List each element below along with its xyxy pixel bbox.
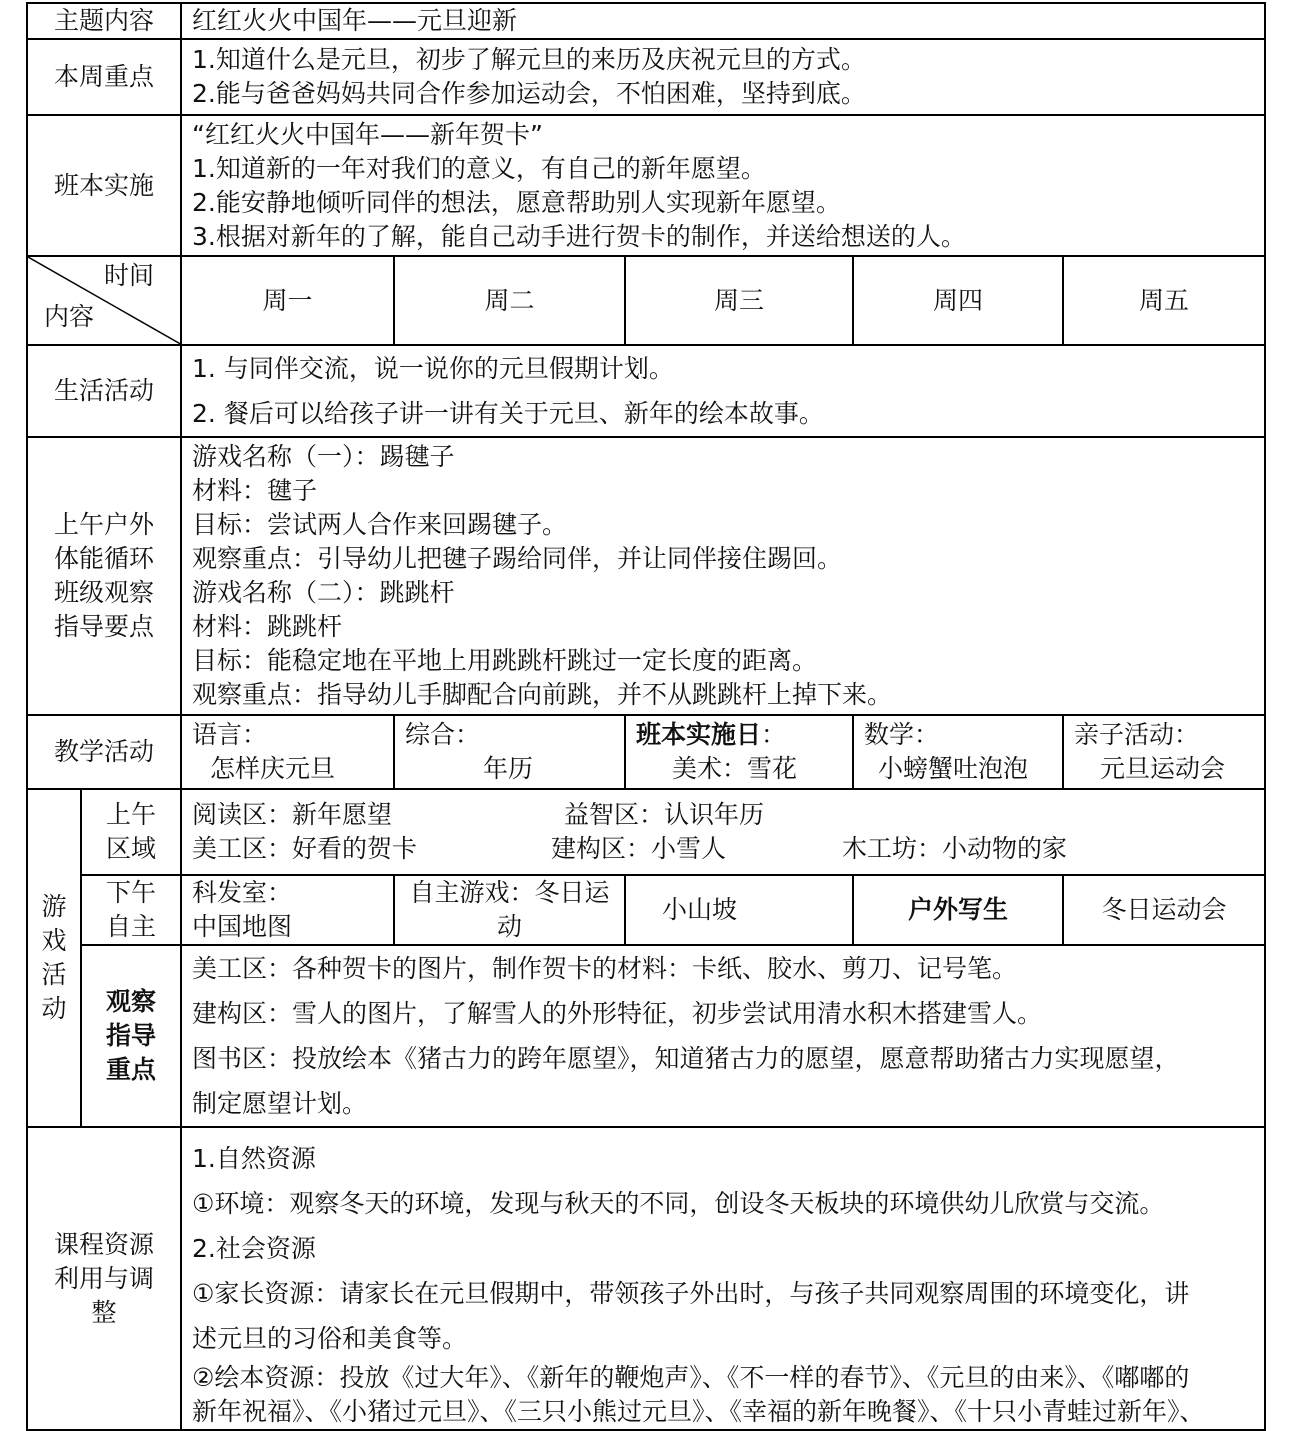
obs-line: 图书区：投放绘本《猪古力的跨年愿望》，知道猪古力的愿望，愿意帮助猪古力实现愿望， bbox=[192, 1044, 1180, 1073]
teaching-subject: 班本实施日 bbox=[636, 720, 762, 749]
focus-label: 本周重点 bbox=[27, 39, 181, 115]
teaching-topic: 怎样庆元旦 bbox=[210, 754, 336, 783]
theme-label: 主题内容 bbox=[27, 3, 181, 39]
play-obs-label-line: 重点 bbox=[106, 1055, 157, 1084]
class-impl-label: 班本实施 bbox=[27, 115, 181, 256]
obs-line: 制定愿望计划。 bbox=[192, 1089, 368, 1118]
outdoor-label-line: 体能循环 bbox=[54, 544, 155, 573]
play-obs-label-line: 观察 bbox=[106, 987, 157, 1016]
pm-cell-mon bbox=[181, 875, 394, 945]
teaching-subject: 综合： bbox=[405, 720, 481, 749]
play-am-label-line: 区域 bbox=[106, 834, 157, 863]
play-obs-label bbox=[81, 945, 181, 1127]
life-label: 生活活动 bbox=[27, 345, 181, 437]
outdoor-row bbox=[27, 437, 1265, 715]
obs-line: 建构区：雪人的图片，了解雪人的外形特征，初步尝试用清水积木搭建雪人。 bbox=[192, 999, 1043, 1028]
teaching-subject: 亲子活动： bbox=[1074, 720, 1200, 749]
resources-row bbox=[27, 1127, 1265, 1430]
day-header-thu: 周四 bbox=[853, 256, 1063, 345]
outdoor-label-line: 上午户外 bbox=[54, 510, 155, 539]
teaching-subject: 语言： bbox=[192, 720, 268, 749]
teaching-subject: 数学： bbox=[864, 720, 940, 749]
header-content: 内容 bbox=[44, 302, 95, 331]
outdoor-line: 材料：毽子 bbox=[192, 476, 318, 505]
class-impl-content bbox=[181, 115, 1265, 256]
pm-cell-line: 中国地图 bbox=[192, 912, 293, 941]
teaching-topic: 元旦运动会 bbox=[1100, 754, 1226, 783]
resources-line: ②绘本资源：投放《过大年》、《新年的鞭炮声》、《不一样的春节》、《元旦的由来》、《嘟嘟的 bbox=[192, 1363, 1190, 1392]
pm-cell-line: 自主游戏：冬日运 bbox=[409, 878, 610, 907]
resources-line: ①环境：观察冬天的环境，发现与秋天的不同，创设冬天板块的环境供幼儿欣赏与交流。 bbox=[192, 1189, 1165, 1218]
class-impl-line: “红红火火中国年——新年贺卡” bbox=[192, 119, 543, 149]
teaching-cell-thu bbox=[853, 715, 1063, 789]
pm-cell-line: 科发室： bbox=[192, 878, 293, 907]
outdoor-label-line: 班级观察 bbox=[54, 578, 155, 607]
outdoor-label-line: 指导要点 bbox=[54, 612, 155, 641]
play-obs-row bbox=[27, 945, 1265, 1127]
pm-cell-wed bbox=[625, 875, 853, 945]
teaching-cell-tue bbox=[394, 715, 625, 789]
day-header-mon: 周一 bbox=[181, 256, 394, 345]
outdoor-content bbox=[181, 437, 1265, 715]
resources-line: ①家长资源：请家长在元旦假期中，带领孩子外出时，与孩子共同观察周围的环境变化，讲 bbox=[192, 1279, 1190, 1308]
pm-cell-tue bbox=[394, 875, 625, 945]
class-impl-line: 2.能安静地倾听同伴的想法，愿意帮助别人实现新年愿望。 bbox=[192, 187, 841, 217]
focus-line: 2.能与爸爸妈妈共同合作参加运动会，不怕困难，坚持到底。 bbox=[192, 79, 866, 108]
outdoor-line: 游戏名称（一）：踢毽子 bbox=[192, 442, 455, 471]
corner-header bbox=[27, 256, 181, 345]
teaching-topic: 小螃蟹吐泡泡 bbox=[878, 754, 1029, 783]
resources-line: 1.自然资源 bbox=[192, 1144, 316, 1173]
teaching-topic: 年历 bbox=[483, 754, 534, 783]
outdoor-line: 游戏名称（二）：跳跳杆 bbox=[192, 578, 455, 607]
outdoor-line: 观察重点：指导幼儿手脚配合向前跳，并不从跳跳杆上掉下来。 bbox=[192, 680, 893, 709]
obs-line: 美工区：各种贺卡的图片，制作贺卡的材料：卡纸、胶水、剪刀、记号笔。 bbox=[192, 954, 1018, 983]
area-item: 木工坊：小动物的家 bbox=[842, 834, 1068, 863]
play-label-char: 动 bbox=[41, 994, 67, 1023]
resources-label bbox=[27, 1127, 181, 1430]
header-time: 时间 bbox=[104, 261, 155, 290]
class-impl-row bbox=[27, 115, 1265, 256]
outdoor-line: 材料：跳跳杆 bbox=[192, 612, 343, 641]
focus-line: 1.知道什么是元旦，初步了解元旦的来历及庆祝元旦的方式。 bbox=[192, 45, 866, 74]
outdoor-line: 目标：尝试两人合作来回踢毽子。 bbox=[192, 510, 568, 539]
pm-cell-line: 动 bbox=[497, 912, 523, 941]
pm-cell-thu: 户外写生 bbox=[853, 875, 1063, 945]
pm-cell-line: 小山坡 bbox=[662, 895, 738, 924]
play-obs-content bbox=[181, 945, 1265, 1127]
life-line: 2. 餐后可以给孩子讲一讲有关于元旦、新年的绘本故事。 bbox=[192, 399, 824, 428]
header-row bbox=[27, 256, 1265, 345]
area-item: 阅读区：新年愿望 bbox=[192, 800, 393, 829]
class-impl-line: 1.知道新的一年对我们的意义，有自己的新年愿望。 bbox=[192, 153, 766, 183]
play-label-char: 游 bbox=[41, 892, 67, 921]
teaching-cell-fri bbox=[1063, 715, 1265, 789]
teaching-cell-wed bbox=[625, 715, 853, 789]
outdoor-line: 观察重点：引导幼儿把毽子踢给同伴，并让同伴接住踢回。 bbox=[192, 544, 843, 573]
class-impl-line: 3.根据对新年的了解，能自己动手进行贺卡的制作，并送给想送的人。 bbox=[192, 221, 966, 251]
play-am-row bbox=[27, 789, 1265, 875]
resources-line: 述元旦的习俗和美食等。 bbox=[192, 1324, 468, 1353]
play-am-label bbox=[81, 789, 181, 875]
pm-cell-fri: 冬日运动会 bbox=[1063, 875, 1265, 945]
area-item: 美工区：好看的贺卡 bbox=[192, 834, 418, 863]
teaching-subject-colon: ： bbox=[761, 720, 787, 749]
play-am-content bbox=[181, 789, 1265, 875]
resources-label-line: 利用与调 bbox=[54, 1263, 155, 1293]
play-label-char: 戏 bbox=[41, 926, 67, 955]
area-item: 益智区：认识年历 bbox=[564, 800, 765, 829]
play-pm-label-line: 自主 bbox=[106, 912, 157, 941]
teaching-cell-mon bbox=[181, 715, 394, 789]
play-pm-label bbox=[81, 875, 181, 945]
play-am-label-line: 上午 bbox=[106, 800, 157, 829]
day-header-fri: 周五 bbox=[1063, 256, 1265, 345]
teaching-label: 教学活动 bbox=[27, 715, 181, 789]
teaching-topic: 美术：雪花 bbox=[672, 754, 798, 783]
resources-content bbox=[181, 1127, 1265, 1430]
play-label bbox=[27, 789, 81, 1127]
resources-label-line: 课程资源 bbox=[54, 1229, 155, 1259]
play-pm-label-line: 下午 bbox=[106, 878, 157, 907]
outdoor-label bbox=[27, 437, 181, 715]
theme-value: 红红火火中国年——元旦迎新 bbox=[181, 3, 1265, 39]
resources-line: 2.社会资源 bbox=[192, 1234, 316, 1263]
resources-label-line: 整 bbox=[91, 1297, 117, 1327]
focus-content bbox=[181, 39, 1265, 115]
play-obs-label-line: 指导 bbox=[106, 1021, 157, 1050]
life-content bbox=[181, 345, 1265, 437]
life-row bbox=[27, 345, 1265, 437]
theme-row bbox=[27, 3, 1265, 39]
teaching-row bbox=[27, 715, 1265, 789]
day-header-tue: 周二 bbox=[394, 256, 625, 345]
resources-line: 新年祝福》、《小猪过元旦》、《三只小熊过元旦》、《幸福的新年晚餐》、《十只小青蛙过新年》、 bbox=[192, 1397, 1205, 1426]
day-header-wed: 周三 bbox=[625, 256, 853, 345]
area-item: 建构区：小雪人 bbox=[551, 834, 727, 863]
focus-row bbox=[27, 39, 1265, 115]
life-line: 1. 与同伴交流，说一说你的元旦假期计划。 bbox=[192, 354, 674, 383]
play-pm-row bbox=[27, 875, 1265, 945]
weekly-plan-table bbox=[26, 2, 1266, 1431]
play-label-char: 活 bbox=[41, 960, 67, 989]
outdoor-line: 目标：能稳定地在平地上用跳跳杆跳过一定长度的距离。 bbox=[192, 646, 818, 675]
